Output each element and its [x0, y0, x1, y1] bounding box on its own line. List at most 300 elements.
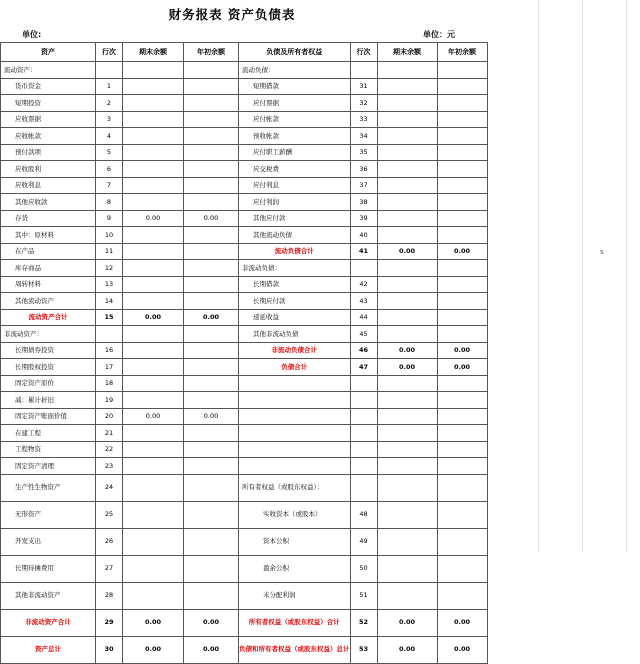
asset-name-cell: 长期股权投资	[1, 359, 96, 376]
ending-balance-cell	[123, 260, 184, 277]
row-number-cell	[350, 425, 377, 442]
row-number-cell	[350, 392, 377, 409]
header-cell: 资产	[1, 43, 96, 62]
table-row	[1, 392, 488, 409]
asset-name-cell: 其他非流动资产	[1, 582, 96, 609]
ending-balance-cell	[123, 582, 184, 609]
ending-balance-cell: 0.00	[377, 609, 437, 636]
row-number-cell: 17	[96, 359, 123, 376]
asset-name-cell: 应收票据	[1, 111, 96, 128]
table-row	[1, 441, 488, 458]
opening-balance-cell: 0.00	[437, 243, 487, 260]
liability-name-cell: 所有者权益（或股东权益）：	[239, 474, 351, 501]
header-cell: 期末余额	[123, 43, 184, 62]
opening-balance-cell	[437, 95, 487, 112]
ending-balance-cell: 0.00	[123, 309, 184, 326]
opening-balance-cell	[437, 408, 487, 425]
opening-balance-cell	[184, 293, 239, 310]
liability-name-cell	[239, 425, 351, 442]
ending-balance-cell	[123, 359, 184, 376]
row-number-cell: 43	[350, 293, 377, 310]
liability-name-cell: 递延收益	[239, 309, 351, 326]
opening-balance-cell: 0.00	[184, 408, 239, 425]
ending-balance-cell: 0.00	[123, 636, 184, 663]
ending-balance-cell	[123, 95, 184, 112]
liability-name-cell: 负债合计	[239, 359, 351, 376]
opening-balance-cell	[437, 375, 487, 392]
table-row	[1, 342, 488, 359]
opening-balance-cell	[437, 501, 487, 528]
ending-balance-cell	[123, 243, 184, 260]
row-number-cell	[350, 375, 377, 392]
ending-balance-cell	[377, 293, 437, 310]
opening-balance-cell	[184, 62, 239, 79]
table-row	[1, 210, 488, 227]
opening-balance-cell: 0.00	[437, 342, 487, 359]
ending-balance-cell: 0.00	[123, 210, 184, 227]
row-number-cell: 13	[96, 276, 123, 293]
header-cell: 期末余额	[377, 43, 437, 62]
opening-balance-cell	[437, 62, 487, 79]
row-number-cell: 45	[350, 326, 377, 343]
asset-name-cell: 货币资金	[1, 78, 96, 95]
asset-name-cell: 生产性生物资产	[1, 474, 96, 501]
ending-balance-cell	[123, 425, 184, 442]
opening-balance-cell	[184, 441, 239, 458]
opening-balance-cell	[184, 276, 239, 293]
ending-balance-cell	[377, 458, 437, 475]
ending-balance-cell	[377, 309, 437, 326]
table-row	[1, 194, 488, 211]
row-number-cell: 14	[96, 293, 123, 310]
opening-balance-cell: 0.00	[184, 210, 239, 227]
opening-balance-cell	[437, 392, 487, 409]
table-row	[1, 582, 488, 609]
asset-name-cell: 在产品	[1, 243, 96, 260]
liability-name-cell: 未分配利润	[239, 582, 351, 609]
table-row	[1, 144, 488, 161]
ending-balance-cell	[123, 276, 184, 293]
row-number-cell: 11	[96, 243, 123, 260]
opening-balance-cell	[184, 260, 239, 277]
ending-balance-cell	[377, 194, 437, 211]
row-number-cell: 53	[350, 636, 377, 663]
header-cell: 行次	[96, 43, 123, 62]
ending-balance-cell	[123, 161, 184, 178]
ending-balance-cell	[377, 227, 437, 244]
ending-balance-cell	[377, 95, 437, 112]
opening-balance-cell	[184, 161, 239, 178]
ending-balance-cell	[123, 375, 184, 392]
ending-balance-cell	[377, 260, 437, 277]
grid-line	[582, 0, 583, 552]
asset-name-cell: 库存商品	[1, 260, 96, 277]
table-row	[1, 609, 488, 636]
liability-name-cell: 负债和所有者权益（或股东权益）总计	[239, 636, 351, 663]
table-row	[1, 260, 488, 277]
asset-name-cell: 应收股利	[1, 161, 96, 178]
table-row	[1, 161, 488, 178]
asset-name-cell: 其他流动资产	[1, 293, 96, 310]
liability-name-cell: 预收帐款	[239, 128, 351, 145]
opening-balance-cell	[184, 227, 239, 244]
ending-balance-cell	[377, 111, 437, 128]
row-number-cell: 5	[96, 144, 123, 161]
asset-name-cell: 流动资产：	[1, 62, 96, 79]
balance-sheet-table	[0, 42, 488, 664]
opening-balance-cell	[184, 458, 239, 475]
asset-name-cell: 资产总计	[1, 636, 96, 663]
opening-balance-cell	[437, 326, 487, 343]
liability-name-cell: 流动负债：	[239, 62, 351, 79]
asset-name-cell: 在建工程	[1, 425, 96, 442]
asset-name-cell: 无形资产	[1, 501, 96, 528]
opening-balance-cell	[437, 276, 487, 293]
row-number-cell	[350, 458, 377, 475]
liability-name-cell: 流动负债合计	[239, 243, 351, 260]
row-number-cell: 35	[350, 144, 377, 161]
asset-name-cell: 工程物资	[1, 441, 96, 458]
ending-balance-cell	[377, 441, 437, 458]
row-number-cell: 12	[96, 260, 123, 277]
ending-balance-cell	[377, 392, 437, 409]
opening-balance-cell	[184, 326, 239, 343]
opening-balance-cell	[184, 555, 239, 582]
header-cell: 行次	[350, 43, 377, 62]
opening-balance-cell	[437, 210, 487, 227]
ending-balance-cell	[123, 78, 184, 95]
row-number-cell: 26	[96, 528, 123, 555]
liability-name-cell: 应付利润	[239, 194, 351, 211]
header-cell: 年初余额	[184, 43, 239, 62]
opening-balance-cell	[437, 260, 487, 277]
row-number-cell: 6	[96, 161, 123, 178]
row-number-cell: 44	[350, 309, 377, 326]
row-number-cell: 38	[350, 194, 377, 211]
table-row	[1, 528, 488, 555]
ending-balance-cell: 0.00	[377, 359, 437, 376]
opening-balance-cell	[184, 359, 239, 376]
opening-balance-cell	[437, 425, 487, 442]
row-number-cell	[350, 260, 377, 277]
ending-balance-cell	[377, 128, 437, 145]
unit-label-left: 单位:	[22, 30, 42, 39]
ending-balance-cell: 0.00	[377, 243, 437, 260]
ending-balance-cell	[123, 326, 184, 343]
asset-name-cell: 固定资产原价	[1, 375, 96, 392]
table-row	[1, 78, 488, 95]
table-row	[1, 425, 488, 442]
asset-name-cell: 长期待摊费用	[1, 555, 96, 582]
liability-name-cell	[239, 458, 351, 475]
opening-balance-cell	[437, 194, 487, 211]
row-number-cell: 30	[96, 636, 123, 663]
table-row	[1, 501, 488, 528]
ending-balance-cell	[377, 555, 437, 582]
grid-line	[538, 0, 539, 552]
opening-balance-cell	[437, 144, 487, 161]
ending-balance-cell	[123, 474, 184, 501]
table-row	[1, 128, 488, 145]
row-number-cell	[96, 326, 123, 343]
ending-balance-cell: 0.00	[377, 636, 437, 663]
liability-name-cell: 短期借款	[239, 78, 351, 95]
asset-name-cell: 减：累计折旧	[1, 392, 96, 409]
ending-balance-cell	[377, 144, 437, 161]
liability-name-cell: 实收资本（或股本）	[239, 501, 351, 528]
asset-name-cell: 周转材料	[1, 276, 96, 293]
opening-balance-cell	[184, 392, 239, 409]
liability-name-cell	[239, 392, 351, 409]
asset-name-cell: 开发支出	[1, 528, 96, 555]
row-number-cell: 32	[350, 95, 377, 112]
table-row	[1, 111, 488, 128]
opening-balance-cell	[437, 128, 487, 145]
asset-name-cell: 其他应收款	[1, 194, 96, 211]
liability-name-cell: 长期借款	[239, 276, 351, 293]
ending-balance-cell	[377, 582, 437, 609]
ending-balance-cell	[123, 293, 184, 310]
ending-balance-cell	[123, 342, 184, 359]
ending-balance-cell	[377, 161, 437, 178]
asset-name-cell: 应收利息	[1, 177, 96, 194]
opening-balance-cell	[437, 309, 487, 326]
opening-balance-cell	[437, 177, 487, 194]
liability-name-cell: 长期应付款	[239, 293, 351, 310]
asset-name-cell: 非流动资产：	[1, 326, 96, 343]
ending-balance-cell	[377, 425, 437, 442]
opening-balance-cell	[437, 528, 487, 555]
opening-balance-cell	[184, 425, 239, 442]
row-number-cell: 36	[350, 161, 377, 178]
asset-name-cell: 其中：原材料	[1, 227, 96, 244]
ending-balance-cell	[377, 474, 437, 501]
ending-balance-cell	[377, 276, 437, 293]
ending-balance-cell	[377, 528, 437, 555]
opening-balance-cell	[437, 161, 487, 178]
row-number-cell	[350, 441, 377, 458]
row-number-cell: 51	[350, 582, 377, 609]
table-row	[1, 458, 488, 475]
liability-name-cell: 其他非流动负债	[239, 326, 351, 343]
row-number-cell: 4	[96, 128, 123, 145]
ending-balance-cell	[377, 177, 437, 194]
report-title: 财务报表 资产负债表	[168, 7, 296, 22]
liability-name-cell: 应付利息	[239, 177, 351, 194]
header-cell: 年初余额	[437, 43, 487, 62]
row-number-cell: 25	[96, 501, 123, 528]
row-number-cell: 19	[96, 392, 123, 409]
row-number-cell	[350, 474, 377, 501]
ending-balance-cell	[377, 408, 437, 425]
row-number-cell: 28	[96, 582, 123, 609]
table-row	[1, 293, 488, 310]
liability-name-cell: 应付票据	[239, 95, 351, 112]
asset-name-cell: 应收帐款	[1, 128, 96, 145]
ending-balance-cell	[377, 210, 437, 227]
row-number-cell	[350, 408, 377, 425]
ending-balance-cell	[123, 528, 184, 555]
row-number-cell: 7	[96, 177, 123, 194]
row-number-cell	[96, 62, 123, 79]
opening-balance-cell	[184, 501, 239, 528]
row-number-cell: 9	[96, 210, 123, 227]
table-row	[1, 359, 488, 376]
ending-balance-cell	[377, 501, 437, 528]
asset-name-cell: 固定资产账面价值	[1, 408, 96, 425]
table-row	[1, 62, 488, 79]
opening-balance-cell	[437, 78, 487, 95]
opening-balance-cell: 0.00	[437, 359, 487, 376]
opening-balance-cell	[437, 441, 487, 458]
opening-balance-cell	[184, 144, 239, 161]
row-number-cell: 31	[350, 78, 377, 95]
ending-balance-cell	[377, 375, 437, 392]
liability-name-cell: 应交税费	[239, 161, 351, 178]
opening-balance-cell	[184, 111, 239, 128]
row-number-cell: 39	[350, 210, 377, 227]
liability-name-cell: 应付帐款	[239, 111, 351, 128]
asset-name-cell: 长期债券投资	[1, 342, 96, 359]
table-row	[1, 555, 488, 582]
ending-balance-cell	[123, 62, 184, 79]
row-number-cell: 29	[96, 609, 123, 636]
row-number-cell: 42	[350, 276, 377, 293]
liability-name-cell: 其他流动负债	[239, 227, 351, 244]
ending-balance-cell	[123, 144, 184, 161]
ending-balance-cell	[123, 501, 184, 528]
table-row	[1, 309, 488, 326]
opening-balance-cell	[437, 555, 487, 582]
liability-name-cell	[239, 408, 351, 425]
row-number-cell: 1	[96, 78, 123, 95]
ending-balance-cell	[123, 458, 184, 475]
opening-balance-cell	[437, 227, 487, 244]
table-row	[1, 636, 488, 663]
ending-balance-cell	[123, 227, 184, 244]
row-number-cell: 46	[350, 342, 377, 359]
row-number-cell: 37	[350, 177, 377, 194]
opening-balance-cell	[184, 474, 239, 501]
row-number-cell: 33	[350, 111, 377, 128]
opening-balance-cell	[184, 342, 239, 359]
grid-line	[626, 0, 627, 552]
ending-balance-cell: 0.00	[377, 342, 437, 359]
header-cell: 负债及所有者权益	[239, 43, 351, 62]
row-number-cell: 52	[350, 609, 377, 636]
table-row	[1, 408, 488, 425]
row-number-cell: 16	[96, 342, 123, 359]
opening-balance-cell	[437, 474, 487, 501]
row-number-cell: 20	[96, 408, 123, 425]
ending-balance-cell	[123, 128, 184, 145]
opening-balance-cell	[437, 582, 487, 609]
ending-balance-cell	[123, 194, 184, 211]
table-row	[1, 95, 488, 112]
liability-name-cell: 盈余公积	[239, 555, 351, 582]
liability-name-cell	[239, 375, 351, 392]
ending-balance-cell	[123, 111, 184, 128]
liability-name-cell: 非流动负债：	[239, 260, 351, 277]
row-number-cell: 8	[96, 194, 123, 211]
table-row	[1, 474, 488, 501]
row-number-cell	[350, 62, 377, 79]
row-number-cell: 50	[350, 555, 377, 582]
opening-balance-cell	[184, 128, 239, 145]
row-number-cell: 15	[96, 309, 123, 326]
row-number-cell: 18	[96, 375, 123, 392]
row-number-cell: 40	[350, 227, 377, 244]
asset-name-cell: 预付款项	[1, 144, 96, 161]
opening-balance-cell	[184, 582, 239, 609]
ending-balance-cell: 0.00	[123, 609, 184, 636]
row-number-cell: 48	[350, 501, 377, 528]
table-row	[1, 227, 488, 244]
table-row	[1, 276, 488, 293]
liability-name-cell	[239, 441, 351, 458]
asset-name-cell: 固定资产清理	[1, 458, 96, 475]
row-number-cell: 47	[350, 359, 377, 376]
row-number-cell: 2	[96, 95, 123, 112]
ending-balance-cell: 0.00	[123, 408, 184, 425]
ending-balance-cell	[377, 78, 437, 95]
row-number-cell: 41	[350, 243, 377, 260]
ending-balance-cell	[377, 62, 437, 79]
table-row	[1, 177, 488, 194]
opening-balance-cell	[184, 375, 239, 392]
opening-balance-cell: 0.00	[184, 636, 239, 663]
row-number-cell: 23	[96, 458, 123, 475]
ending-balance-cell	[377, 326, 437, 343]
row-number-cell: 24	[96, 474, 123, 501]
opening-balance-cell: 0.00	[437, 636, 487, 663]
row-number-cell: 49	[350, 528, 377, 555]
ending-balance-cell	[123, 555, 184, 582]
liability-name-cell: 所有者权益（或股东权益）合计	[239, 609, 351, 636]
liability-name-cell: 非流动负债合计	[239, 342, 351, 359]
liability-name-cell: 资本公积	[239, 528, 351, 555]
opening-balance-cell	[184, 528, 239, 555]
opening-balance-cell: 0.00	[184, 309, 239, 326]
opening-balance-cell	[184, 95, 239, 112]
asset-name-cell: 流动资产合计	[1, 309, 96, 326]
row-number-cell: 27	[96, 555, 123, 582]
opening-balance-cell	[437, 458, 487, 475]
liability-name-cell: 应付职工薪酬	[239, 144, 351, 161]
opening-balance-cell	[184, 243, 239, 260]
row-number-cell: 21	[96, 425, 123, 442]
unit-label-right: 单位：元	[423, 30, 455, 39]
table-row	[1, 375, 488, 392]
row-number-cell: 3	[96, 111, 123, 128]
table-row	[1, 243, 488, 260]
ending-balance-cell	[123, 441, 184, 458]
asset-name-cell: 短期投资	[1, 95, 96, 112]
opening-balance-cell	[184, 177, 239, 194]
row-number-cell: 34	[350, 128, 377, 145]
opening-balance-cell	[437, 293, 487, 310]
asset-name-cell: 存货	[1, 210, 96, 227]
opening-balance-cell	[437, 111, 487, 128]
opening-balance-cell	[184, 194, 239, 211]
opening-balance-cell	[184, 78, 239, 95]
ending-balance-cell	[123, 392, 184, 409]
opening-balance-cell: 0.00	[437, 609, 487, 636]
liability-name-cell: 其他应付款	[239, 210, 351, 227]
row-number-cell: 22	[96, 441, 123, 458]
table-row	[1, 326, 488, 343]
side-mark: s	[600, 248, 604, 256]
